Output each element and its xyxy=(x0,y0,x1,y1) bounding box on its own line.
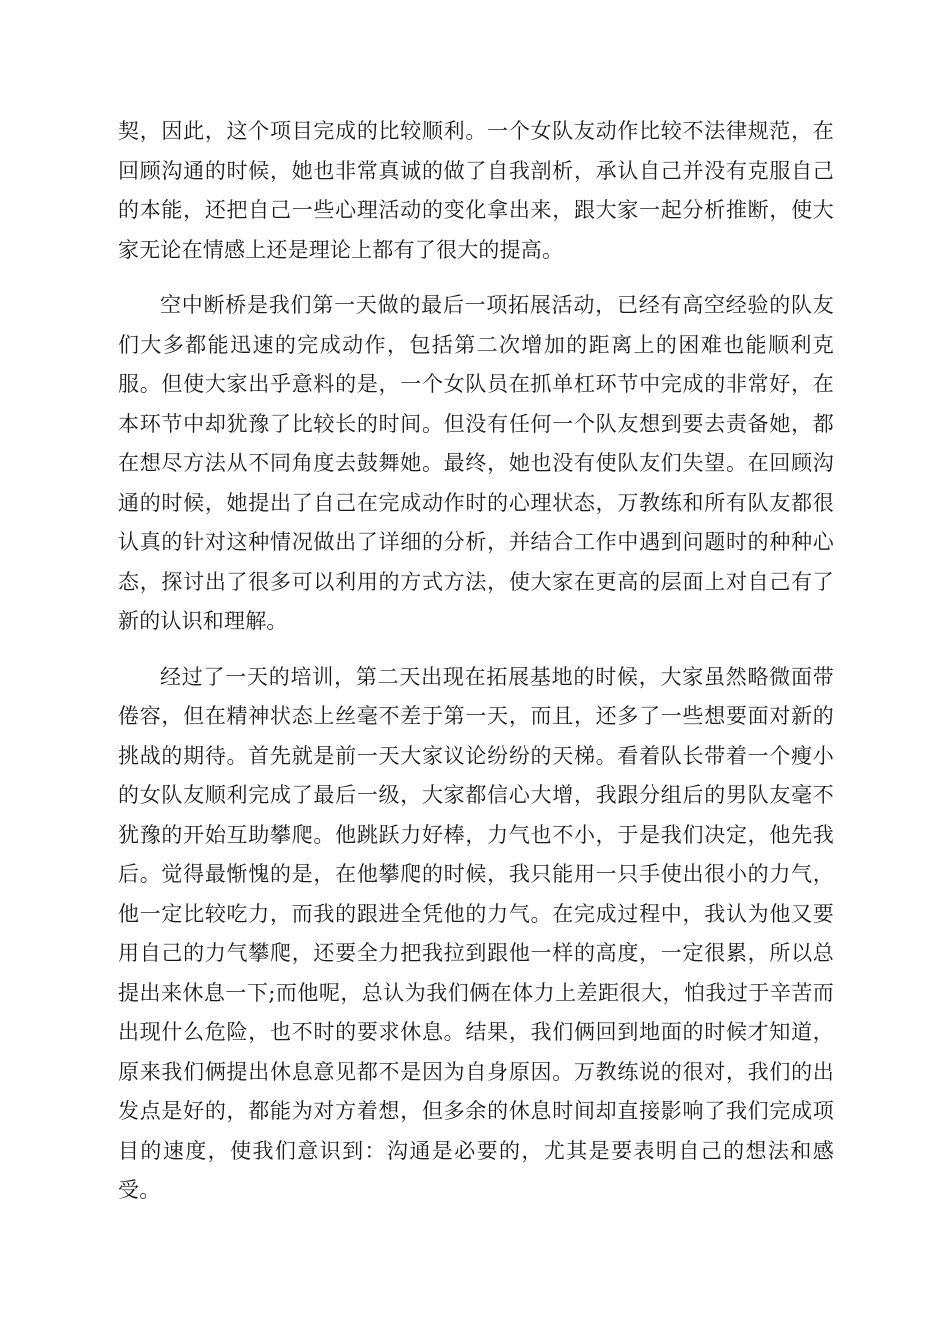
paragraph-2: 空中断桥是我们第一天做的最后一项拓展活动，已经有高空经验的队友们大多都能迅速的完成动作，包括第二次增加的距离上的困难也能顺利克服。但使大家出乎意料的是，一个女队员在抓单杠环节中完成的非常好，在本环节中却犹豫了比较长的时间。但没有任何一个队友想到要去责备她，都在想尽方法从不同角度去鼓舞她。最终，她也没有使队友们失望。在回顾沟通的时候，她提出了自己在完成动作时的心理状态，万教练和所有队友都很认真的针对这种情况做出了详细的分析，并结合工作中遇到问题时的种种心态，探讨出了很多可以利用的方式方法，使大家在更高的层面上对自己有了新的认识和理解。 xyxy=(118,293,834,633)
paragraph-3: 经过了一天的培训，第二天出现在拓展基地的时候，大家虽然略微面带倦容，但在精神状态上丝毫不差于第一天，而且，还多了一些想要面对新的挑战的期待。首先就是前一天大家议论纷纷的天梯。看着队长带着一个瘦小的女队友顺利完成了最后一级，大家都信心大增，我跟分组后的男队友毫不犹豫的开始互助攀爬。他跳跃力好棒，力气也不小，于是我们决定，他先我后。觉得最惭愧的是，在他攀爬的时候，我只能用一只手使出很小的力气，他一定比较吃力，而我的跟进全凭他的力气。在完成过程中，我认为他又要用自己的力气攀爬，还要全力把我拉到跟他一样的高度，一定很累，所以总提出来休息一下;而他呢，总认为我们俩在体力上差距很大，怕我过于辛苦而出现什么危险，也不时的要求休息。结果，我们俩回到地面的时候才知道，原来我们俩提出休息意见都不是因为自身原因。万教练说的很对，我们的出发点是好的，都能为对方着想，但多余的休息时间却直接影响了我们完成项目的速度，使我们意识到：沟通是必要的，尤其是要表明自己的想法和感受。 xyxy=(118,664,834,1202)
paragraph-1: 契，因此，这个项目完成的比较顺利。一个女队友动作比较不法律规范，在回顾沟通的时候，她也非常真诚的做了自我剖析，承认自己并没有克服自己的本能，还把自己一些心理活动的变化拿出来，跟大家一起分析推断，使大家无论在情感上还是理论上都有了很大的提高。 xyxy=(118,119,834,262)
document-body xyxy=(118,112,834,1227)
